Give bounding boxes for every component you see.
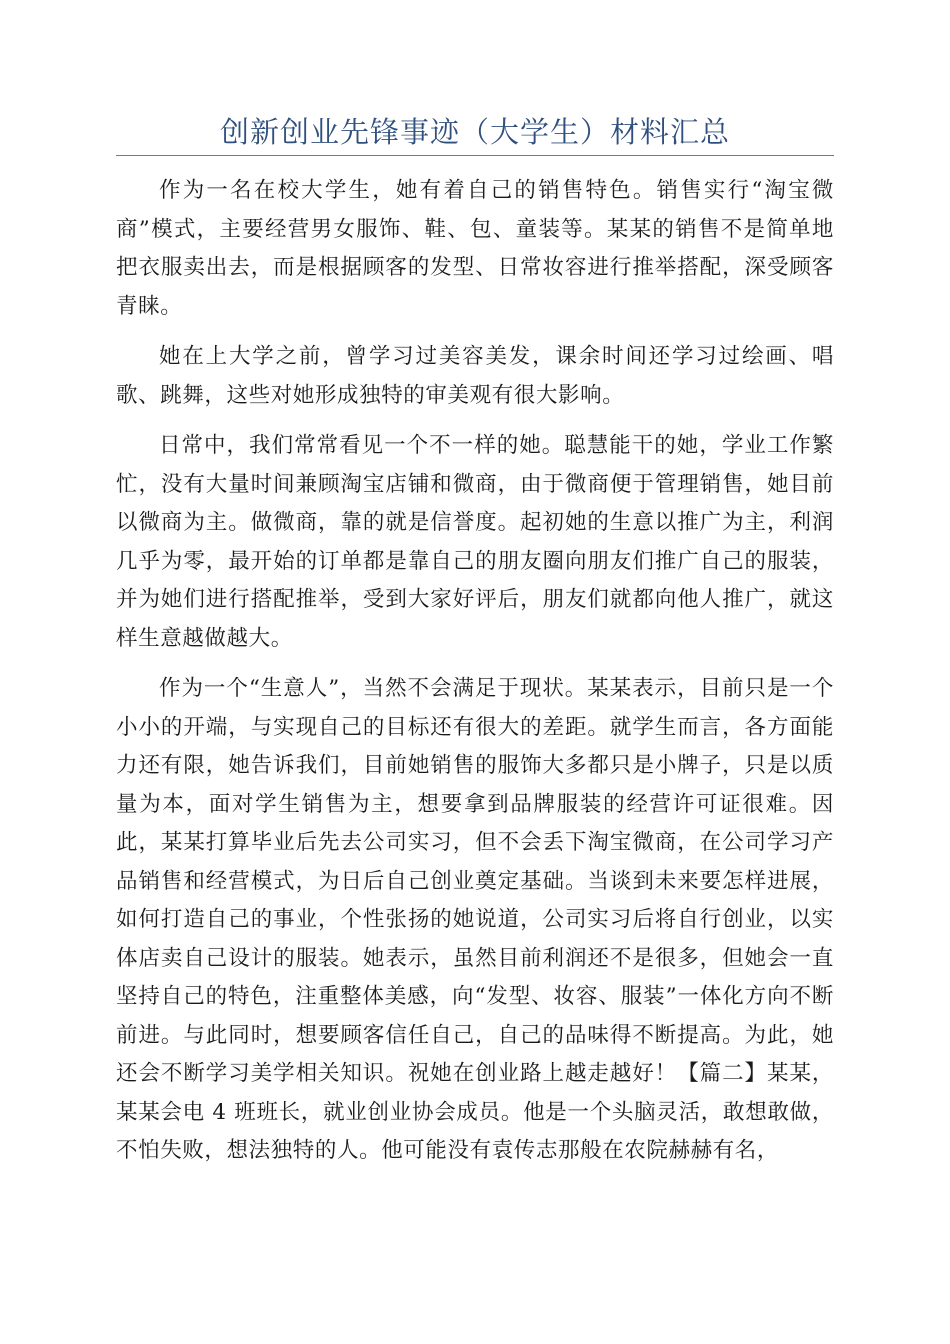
paragraph-3: 日常中，我们常常看见一个不一样的她。聪慧能干的她，学业工作繁忙，没有大量时间兼顾淘宝店铺和微商，由于微商便于管理销售，她目前以微商为主。做微商，靠的就是信誉度。起初她的生意以推广为主，利润几乎为零，最开始的订单都是靠自己的朋友圈向朋友们推广自己的服装，并为她们进行搭配推举，受到大家好评后，朋友们就都向他人推广，就这样生意越做越大。: [116, 433, 834, 651]
document-title: 创新创业先锋事迹（大学生）材料汇总: [219, 115, 730, 149]
paragraph-2: 她在上大学之前，曾学习过美容美发，课余时间还学习过绘画、唱歌、跳舞，这些对她形成独特的审美观有很大影响。: [116, 344, 834, 408]
paragraph-4: 作为一个“生意人”，当然不会满足于现状。某某表示，目前只是一个小小的开端，与实现自己的目标还有很大的差距。就学生而言，各方面能力还有限，她告诉我们，目前她销售的服饰大多都只是小牌子，只是以质量为本，面对学生销售为主，想要拿到品牌服装的经营许可证很难。因此，某某打算毕业后先去公司实习，但不会丢下淘宝微商，在公司学习产品销售和经营模式，为日后自己创业奠定基础。当谈到未来要怎样进展，如何打造自己的事业，个性张扬的她说道，公司实习后将自行创业，以实体店卖自己设计的服装。她表示，虽然目前利润还不是很多，但她会一直坚持自己的特色，注重整体美感，向“发型、妆容、服装”一体化方向不断前进。与此同时，想要顾客信任自己，自己的品味得不断提高。为此，她还会不断学习美学相关知识。祝她在创业路上越走越好！【篇二】某某，某某会电 4 班班长，就业创业协会成员。他是一个头脑灵活，敢想敢做，不怕失败，想法独特的人。他可能没有袁传志那般在农院赫赫有名，: [116, 676, 834, 1163]
title-underline: [116, 155, 834, 156]
paragraph-1: 作为一名在校大学生，她有着自己的销售特色。销售实行“淘宝微商”模式，主要经营男女服饰、鞋、包、童装等。某某的销售不是简单地把衣服卖出去，而是根据顾客的发型、日常妆容进行推举搭配，深受顾客青睐。: [116, 178, 834, 319]
document-body: [116, 172, 834, 1183]
